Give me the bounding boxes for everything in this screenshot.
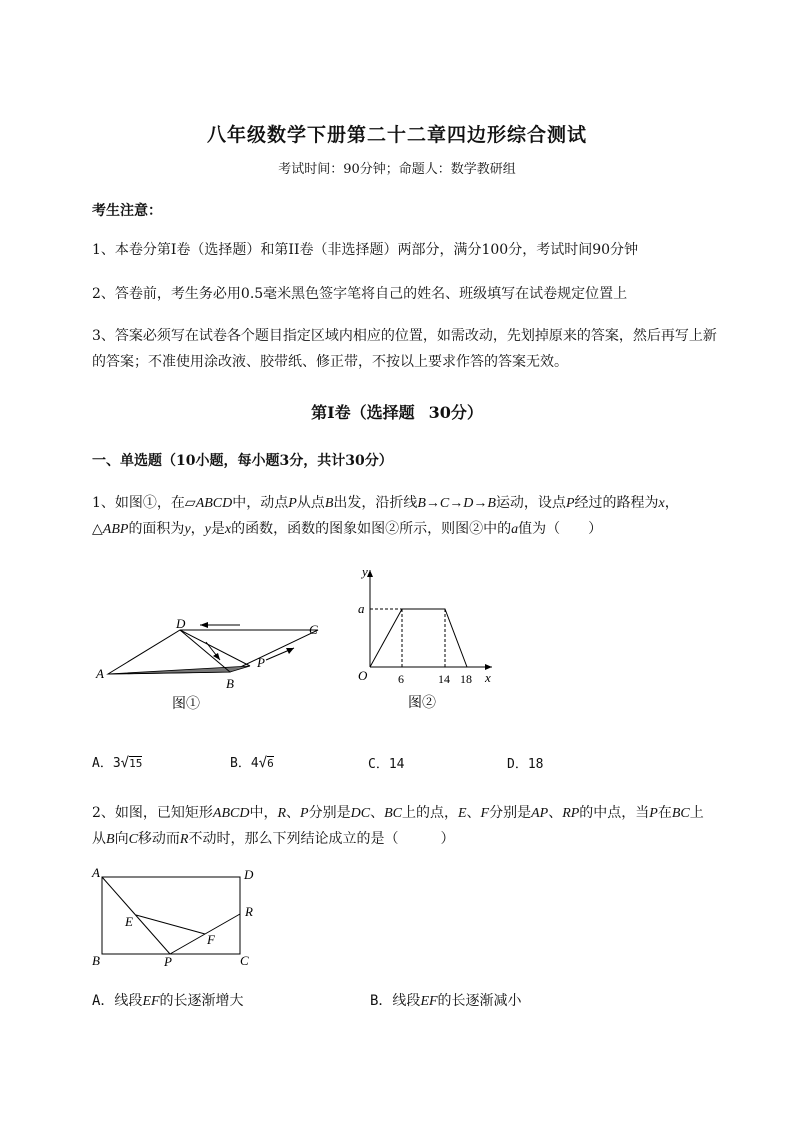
sqrt-icon: √ bbox=[120, 755, 130, 771]
part-heading: 一、单选题（10小题，每小题3分，共计30分） bbox=[92, 453, 393, 469]
q2-text: 分别是 bbox=[308, 805, 351, 821]
q2-fig-label-d: D bbox=[244, 867, 254, 882]
q2-var: R bbox=[179, 832, 189, 847]
q2-text: 、 bbox=[370, 805, 385, 821]
q2-var: BC bbox=[671, 806, 690, 821]
option-b-var: EF bbox=[420, 994, 438, 1009]
q2-text: 不动时，那么下列结论成立的是（ ） bbox=[188, 831, 455, 847]
q1-var: x bbox=[224, 522, 232, 537]
q2-text: 的中点，当 bbox=[579, 805, 650, 821]
option-a-radicand: 15 bbox=[129, 757, 143, 770]
q1-option-d[interactable]: D．18 bbox=[507, 757, 544, 772]
option-b-text: B．线段 bbox=[370, 993, 421, 1009]
notice-item-3: 3、答案必须写在试卷各个题目指定区域内相应的位置，如需改动，先划掉原来的答案，然后再写上新 bbox=[92, 328, 717, 344]
q1-text: 经过的路程为 bbox=[574, 495, 659, 511]
fig2-axis-x: x bbox=[485, 670, 491, 685]
q2-var: C bbox=[128, 832, 138, 847]
q2-option-b[interactable] bbox=[370, 990, 522, 1010]
q1-var: ABCD bbox=[195, 496, 233, 511]
q1-var: x bbox=[658, 496, 665, 511]
q1-text: 1、如图①，在▱ bbox=[92, 495, 196, 511]
q2-var: B bbox=[106, 832, 115, 847]
q2-fig-label-e: E bbox=[125, 914, 133, 929]
q2-text: 、 bbox=[466, 805, 481, 821]
q1-var: B bbox=[324, 496, 334, 511]
fig1-caption: 图① bbox=[172, 697, 200, 712]
notice-heading: 考生注意： bbox=[92, 203, 162, 219]
q1-var: y bbox=[204, 522, 211, 537]
q2-var: BC bbox=[384, 806, 402, 821]
q1-var: y bbox=[184, 522, 191, 537]
option-b-radicand: 6 bbox=[267, 757, 274, 770]
fig2-caption: 图② bbox=[408, 696, 436, 711]
fig1-label-b: B bbox=[226, 676, 234, 691]
option-b-text: 的长逐渐减小 bbox=[437, 993, 522, 1009]
fig2-axis-y: y bbox=[362, 564, 368, 579]
q1-var: P bbox=[565, 496, 575, 511]
q1-var: a bbox=[511, 522, 519, 537]
q1-option-a[interactable] bbox=[92, 752, 142, 771]
section-score: 30分） bbox=[428, 403, 483, 422]
q2-var: DC bbox=[350, 806, 371, 821]
fig1-label-c: C bbox=[309, 622, 318, 637]
exam-info: 考试时间：90分钟；命题人：数学教研组 bbox=[278, 162, 516, 177]
q2-option-a[interactable] bbox=[92, 990, 244, 1010]
q1-text: 的函数，函数的图象如图②所示，则图②中的 bbox=[231, 521, 512, 537]
q2-fig-label-c: C bbox=[240, 953, 249, 968]
q2-text: 、 bbox=[286, 805, 301, 821]
question-2-line-1 bbox=[92, 800, 752, 827]
q2-fig-label-p: P bbox=[164, 954, 172, 969]
q2-text: 上 bbox=[689, 805, 704, 821]
question-1-line-2 bbox=[92, 516, 752, 543]
q1-text: 出发，沿折线 bbox=[333, 495, 418, 511]
question-1-line-1 bbox=[92, 490, 752, 517]
figure-2-graph bbox=[352, 562, 502, 712]
section-title bbox=[0, 400, 794, 423]
fig2-origin: O bbox=[358, 668, 368, 683]
q2-text: 移动而 bbox=[137, 831, 180, 847]
q2-fig-label-a: A bbox=[92, 865, 100, 880]
q1-text: 运动，设点 bbox=[495, 495, 566, 511]
q2-text: 中， bbox=[249, 805, 278, 821]
notice-item-1: 1、本卷分第I卷（选择题）和第II卷（非选择题）两部分，满分100分，考试时间90分钟 bbox=[92, 242, 639, 258]
q2-fig-label-f: F bbox=[207, 932, 215, 947]
q2-text: 2、如图，已知矩形 bbox=[92, 805, 213, 821]
q2-text: 从 bbox=[92, 831, 106, 847]
q1-option-c[interactable]: C．14 bbox=[368, 757, 405, 772]
q1-text: ， bbox=[190, 521, 205, 537]
figure-1-parallelogram bbox=[90, 610, 330, 720]
fig2-tick-18: 18 bbox=[460, 672, 472, 686]
section-title-text: 第I卷（选择题 bbox=[311, 403, 415, 422]
q2-var: P bbox=[300, 806, 309, 821]
q1-text: 的面积为 bbox=[128, 521, 185, 537]
figure-q2-rectangle bbox=[88, 862, 268, 972]
q2-text: 在 bbox=[657, 805, 672, 821]
q2-var: AP bbox=[531, 806, 549, 821]
fig1-label-a: A bbox=[96, 666, 104, 681]
fig1-label-p: P bbox=[257, 655, 265, 670]
option-a-var: EF bbox=[142, 994, 160, 1009]
fig2-label-a: a bbox=[358, 601, 365, 616]
q2-fig-label-r: R bbox=[245, 904, 253, 919]
q1-text: 中，动点 bbox=[232, 495, 289, 511]
fig2-tick-14: 14 bbox=[438, 672, 450, 686]
q1-var: ABP bbox=[102, 522, 129, 537]
q2-text: 向 bbox=[114, 831, 129, 847]
q2-text: 、 bbox=[548, 805, 563, 821]
q1-text: 从点 bbox=[296, 495, 325, 511]
q2-var: RP bbox=[562, 806, 580, 821]
q2-text: 分别是 bbox=[489, 805, 532, 821]
q2-fig-label-b: B bbox=[92, 953, 100, 968]
q1-var: P bbox=[288, 496, 297, 511]
q1-text: 是 bbox=[210, 521, 225, 537]
q2-var: R bbox=[277, 806, 287, 821]
q1-text: ， bbox=[664, 495, 679, 511]
page-title: 八年级数学下册第二十二章四边形综合测试 bbox=[206, 124, 587, 146]
q1-var: B→C→D→B bbox=[417, 496, 496, 511]
sqrt-icon: √ bbox=[258, 755, 268, 771]
notice-item-3-cont: 的答案；不准使用涂改液、胶带纸、修正带，不按以上要求作答的答案无效。 bbox=[92, 354, 568, 370]
option-a-text: A．线段 bbox=[92, 993, 143, 1009]
fig1-label-d: D bbox=[176, 616, 186, 631]
option-a-text: A．3 bbox=[92, 756, 121, 771]
q2-var: F bbox=[480, 806, 490, 821]
q2-var: E bbox=[457, 806, 467, 821]
question-2-line-2 bbox=[92, 826, 752, 853]
option-a-text: 的长逐渐增大 bbox=[159, 993, 244, 1009]
q2-var: ABCD bbox=[212, 806, 250, 821]
notice-item-2: 2、答卷前，考生务必用0.5毫米黑色签字笔将自己的姓名、班级填写在试卷规定位置上 bbox=[92, 286, 628, 302]
q2-var: P bbox=[649, 806, 658, 821]
q1-text: 值为（ ） bbox=[518, 521, 603, 537]
q1-text: △ bbox=[92, 521, 103, 537]
q2-text: 上的点， bbox=[401, 805, 458, 821]
option-b-text: B．4 bbox=[230, 756, 259, 771]
fig2-tick-6: 6 bbox=[398, 672, 404, 686]
q1-option-b[interactable] bbox=[230, 752, 274, 771]
